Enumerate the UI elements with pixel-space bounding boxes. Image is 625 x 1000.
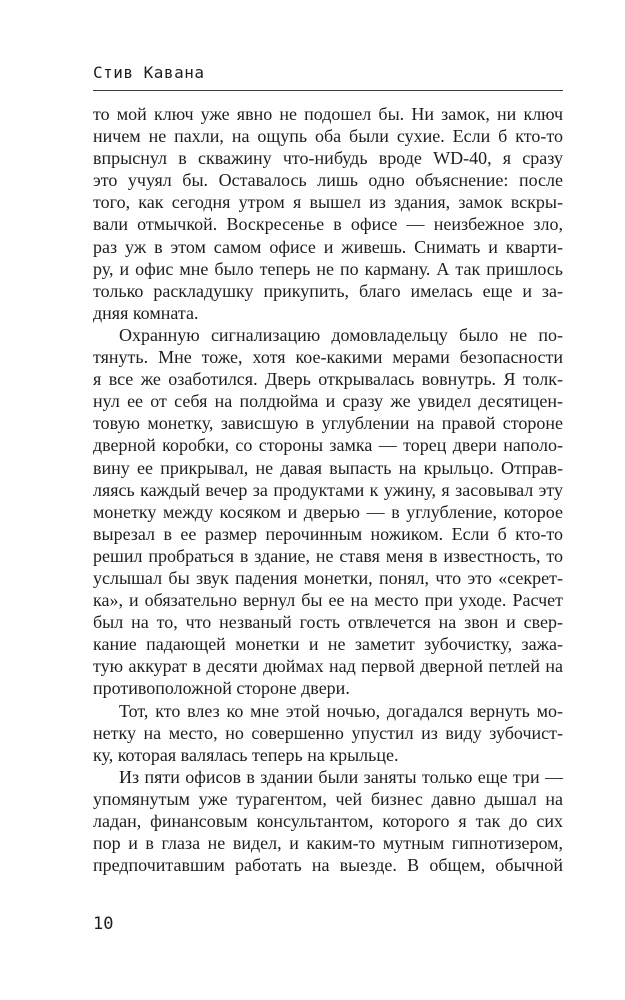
body-text <box>93 103 563 876</box>
text-line: решил пробраться в здание, не ставя меня в известность, то <box>93 545 563 566</box>
text-line: то мой ключ уже явно не подошел бы. Ни замок, ни ключ <box>93 104 563 124</box>
text-line: дверной коробки, со стороны замка — торец двери наполо- <box>93 435 563 456</box>
text-line: был на то, что незваный гость отвлечется на звон и свер- <box>93 612 563 633</box>
text-line: вину ее прикрывал, не давая выпасть на крыльцо. Отправ- <box>93 457 563 478</box>
text-line: ладан, финансовым консультантом, которого я так до сих <box>93 811 563 831</box>
text-line: я все же озаботился. Дверь открывалась вовнутрь. Я толк- <box>93 369 563 390</box>
paragraph <box>93 103 563 324</box>
text-line: вырезал в ее размер перочинным ножиком. Если б кто-то <box>93 523 563 544</box>
text-line: ничем не пахли, на ощупь оба были сухие. Если б кто-то <box>93 126 563 147</box>
text-line: это учуял бы. Оставалось лишь одно объяснение: после <box>93 170 563 191</box>
text-line: нетку на место, но совершенно упустил из виду зубочист- <box>93 722 563 743</box>
text-line: ка», и обязательно вернул бы ее на место при уходе. Расчет <box>93 590 563 611</box>
text-line: предпочитавшим работать на выезде. В общем, обычной <box>93 855 563 876</box>
text-line: только раскладушку прикупить, благо имелась еще и за- <box>93 280 563 301</box>
running-head-author: Стив Кавана <box>93 63 205 82</box>
text-line: раз уж в этом самом офисе и живешь. Снимать и кварти- <box>93 236 563 257</box>
text-line: противоположной стороне двери. <box>93 678 350 699</box>
text-line: ру, и офис мне было теперь не по карману. А так пришлось <box>93 258 563 279</box>
text-line: услышал бы звук падения монетки, понял, что это «секрет- <box>93 567 563 588</box>
header-rule <box>93 90 563 91</box>
text-line: Тот, кто влез ко мне этой ночью, догадался вернуть мо- <box>119 700 563 721</box>
text-line: дняя комната. <box>93 302 199 323</box>
paragraph <box>93 700 563 766</box>
text-line: упомянутым уже турагентом, чей бизнес давно дышал на <box>93 788 563 809</box>
text-line: ку, которая валялась теперь на крыльце. <box>93 744 399 765</box>
text-line: тую аккурат в десяти дюймах над первой дверной петлей на <box>93 656 563 677</box>
text-line: нул ее от себя на полдюйма и сразу же увидел десятицен- <box>93 391 563 412</box>
text-line: вали отмычкой. Воскресенье в офисе — неизбежное зло, <box>93 214 563 235</box>
text-line: тянуть. Мне тоже, хотя кое-какими мерами безопасности <box>93 347 563 368</box>
text-line: Из пяти офисов в здании были заняты только еще три — <box>119 766 563 787</box>
paragraph <box>93 324 563 700</box>
text-line: товую монетку, зависшую в углублении на правой стороне <box>93 413 563 434</box>
paragraph <box>93 766 563 876</box>
page-number: 10 <box>93 914 114 934</box>
text-line: того, как сегодня утром я вышел из здания, замок вскры- <box>93 192 563 213</box>
text-line: кание падающей монетки и не заметит зубочистку, зажа- <box>93 634 563 655</box>
text-line: впрыснул в скважину что-нибудь вроде WD-40, я сразу <box>93 148 563 169</box>
text-line: монетку между косяком и дверью — в углубление, которое <box>93 501 563 522</box>
text-line: Охранную сигнализацию домовладельцу было не по- <box>119 324 563 345</box>
text-line: пор и в глаза не видел, и каким-то мутным гипнотизером, <box>93 833 563 854</box>
text-line: ляясь каждый вечер за продуктами к ужину, я засовывал эту <box>93 479 563 500</box>
